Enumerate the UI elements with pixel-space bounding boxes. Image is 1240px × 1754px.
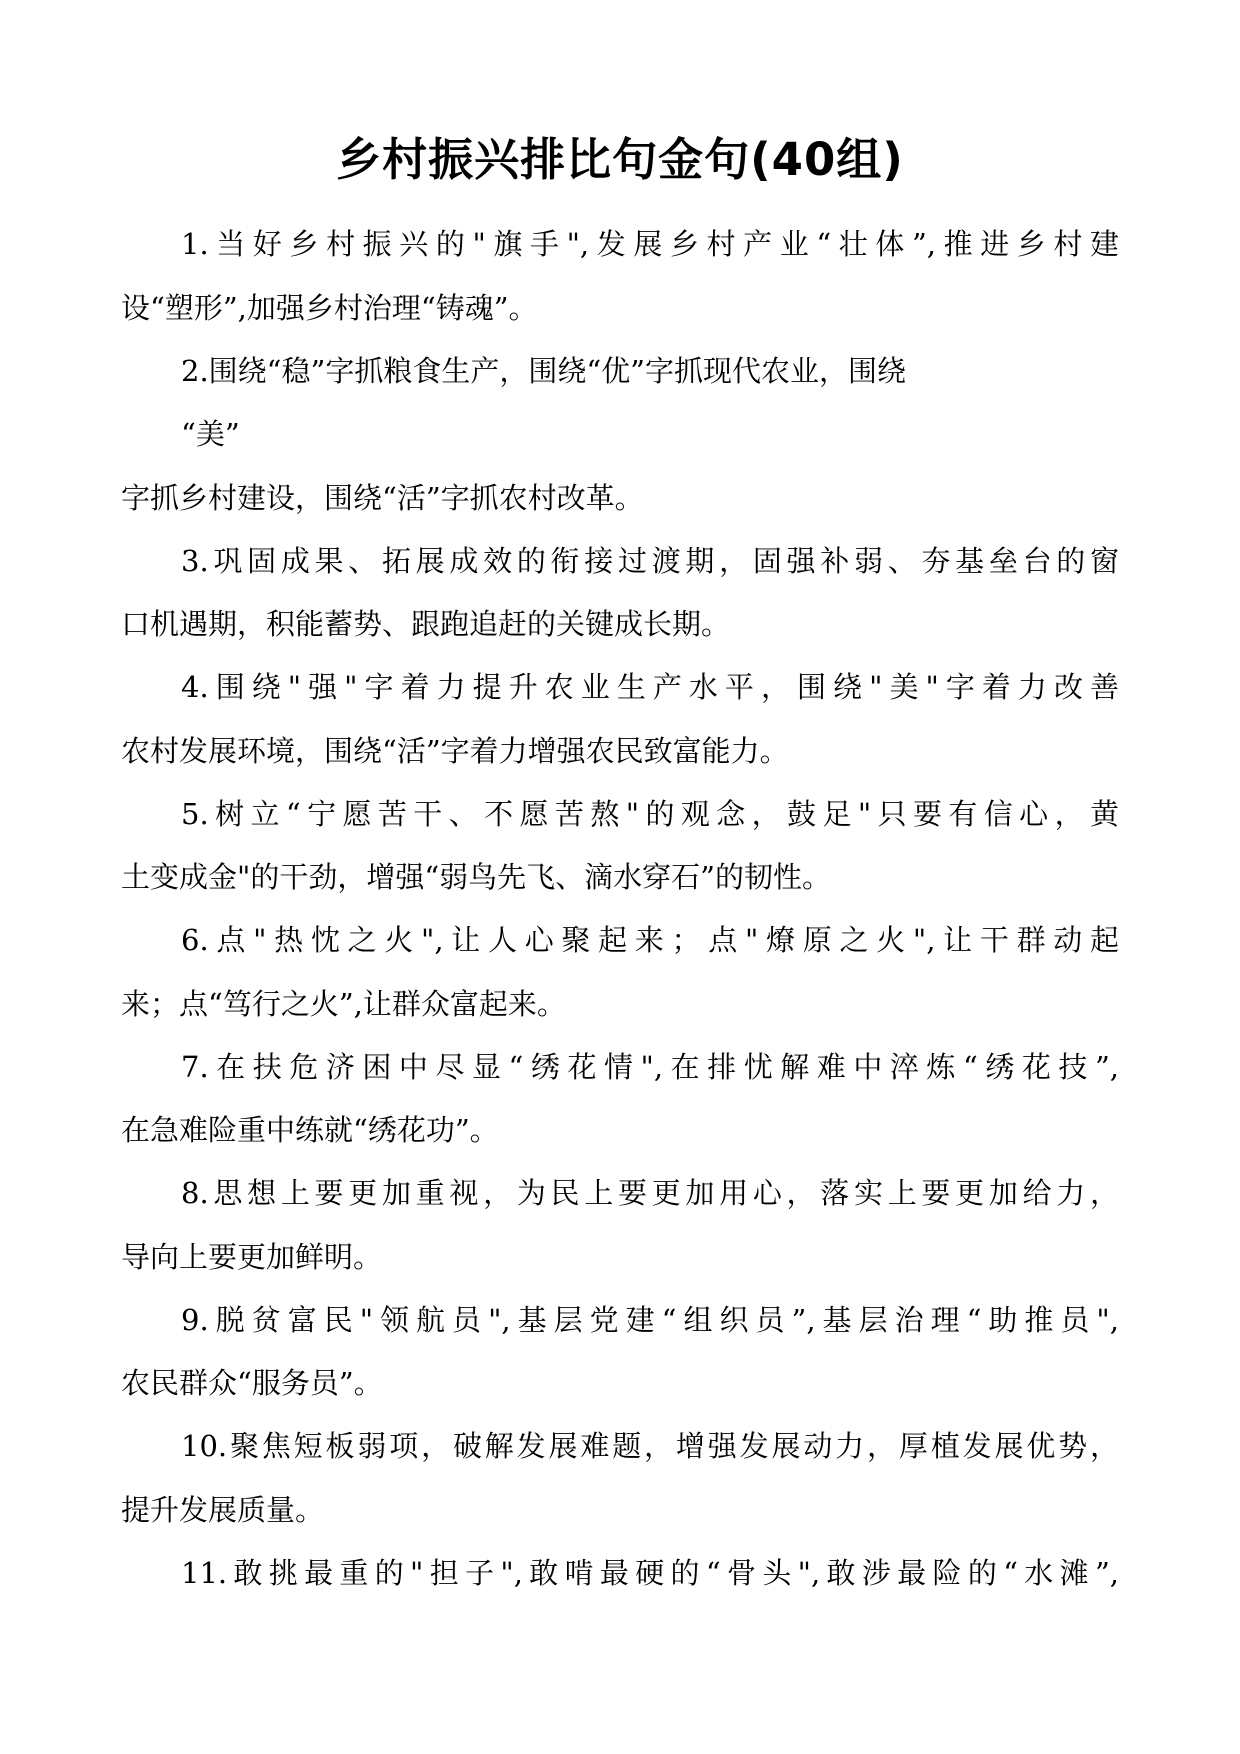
paragraph-3-line-2: 口机遇期，积能蓄势、跟跑追赶的关键成长期。 [121, 607, 731, 641]
paragraph-4-line-2: 农村发展环境，围绕“活”字着力增强农民致富能力。 [121, 734, 789, 768]
paragraph-9-line-2: 农民群众“服务员”。 [121, 1366, 383, 1400]
paragraph-4-line-1: 4.围绕"强"字着力提升农业生产水平，围绕"美"字着力改善 [181, 670, 1119, 704]
paragraph-2-line-3: 字抓乡村建设，围绕“活”字抓农村改革。 [121, 481, 644, 515]
paragraph-8-line-2: 导向上要更加鲜明。 [121, 1240, 383, 1274]
paragraph-2-line-2: “美” [181, 417, 240, 451]
paragraph-5-line-1: 5.树立“宁愿苦干、不愿苦熬"的观念，鼓足"只要有信心，黄 [181, 797, 1119, 831]
paragraph-2-line-1: 2.围绕“稳”字抓粮食生产，围绕“优”字抓现代农业，围绕 [181, 354, 906, 388]
paragraph-1-line-1: 1.当好乡村振兴的"旗手",发展乡村产业“壮体”,推进乡村建 [181, 227, 1119, 261]
paragraph-7-line-1: 7.在扶危济困中尽显“绣花情",在排忧解难中淬炼“绣花技”, [181, 1050, 1119, 1084]
paragraph-6-line-1: 6.点"热忱之火",让人心聚起来；点"燎原之火",让干群动起 [181, 923, 1119, 957]
paragraph-10-line-1: 10.聚焦短板弱项，破解发展难题，增强发展动力，厚植发展优势， [181, 1429, 1119, 1463]
paragraph-9-line-1: 9.脱贫富民"领航员",基层党建“组织员”,基层治理“助推员", [181, 1303, 1119, 1337]
paragraph-1-line-2: 设“塑形”,加强乡村治理“铸魂”。 [121, 291, 538, 325]
document-title: 乡村振兴排比句金句(40组) [336, 133, 904, 186]
paragraph-11-line-1: 11.敢挑最重的"担子",敢啃最硬的“骨头",敢涉最险的“水滩”, [181, 1556, 1119, 1590]
paragraph-3-line-1: 3.巩固成果、拓展成效的衔接过渡期，固强补弱、夯基垒台的窗 [181, 544, 1119, 578]
paragraph-10-line-2: 提升发展质量。 [121, 1493, 325, 1527]
paragraph-7-line-2: 在急难险重中练就“绣花功”。 [121, 1113, 499, 1147]
paragraph-8-line-1: 8.思想上要更加重视，为民上要更加用心，落实上要更加给力， [181, 1176, 1119, 1210]
paragraph-5-line-2: 土变成金"的干劲，增强“弱鸟先飞、滴水穿石”的韧性。 [121, 860, 831, 894]
paragraph-6-line-2: 来；点“笃行之火”,让群众富起来。 [121, 987, 566, 1021]
